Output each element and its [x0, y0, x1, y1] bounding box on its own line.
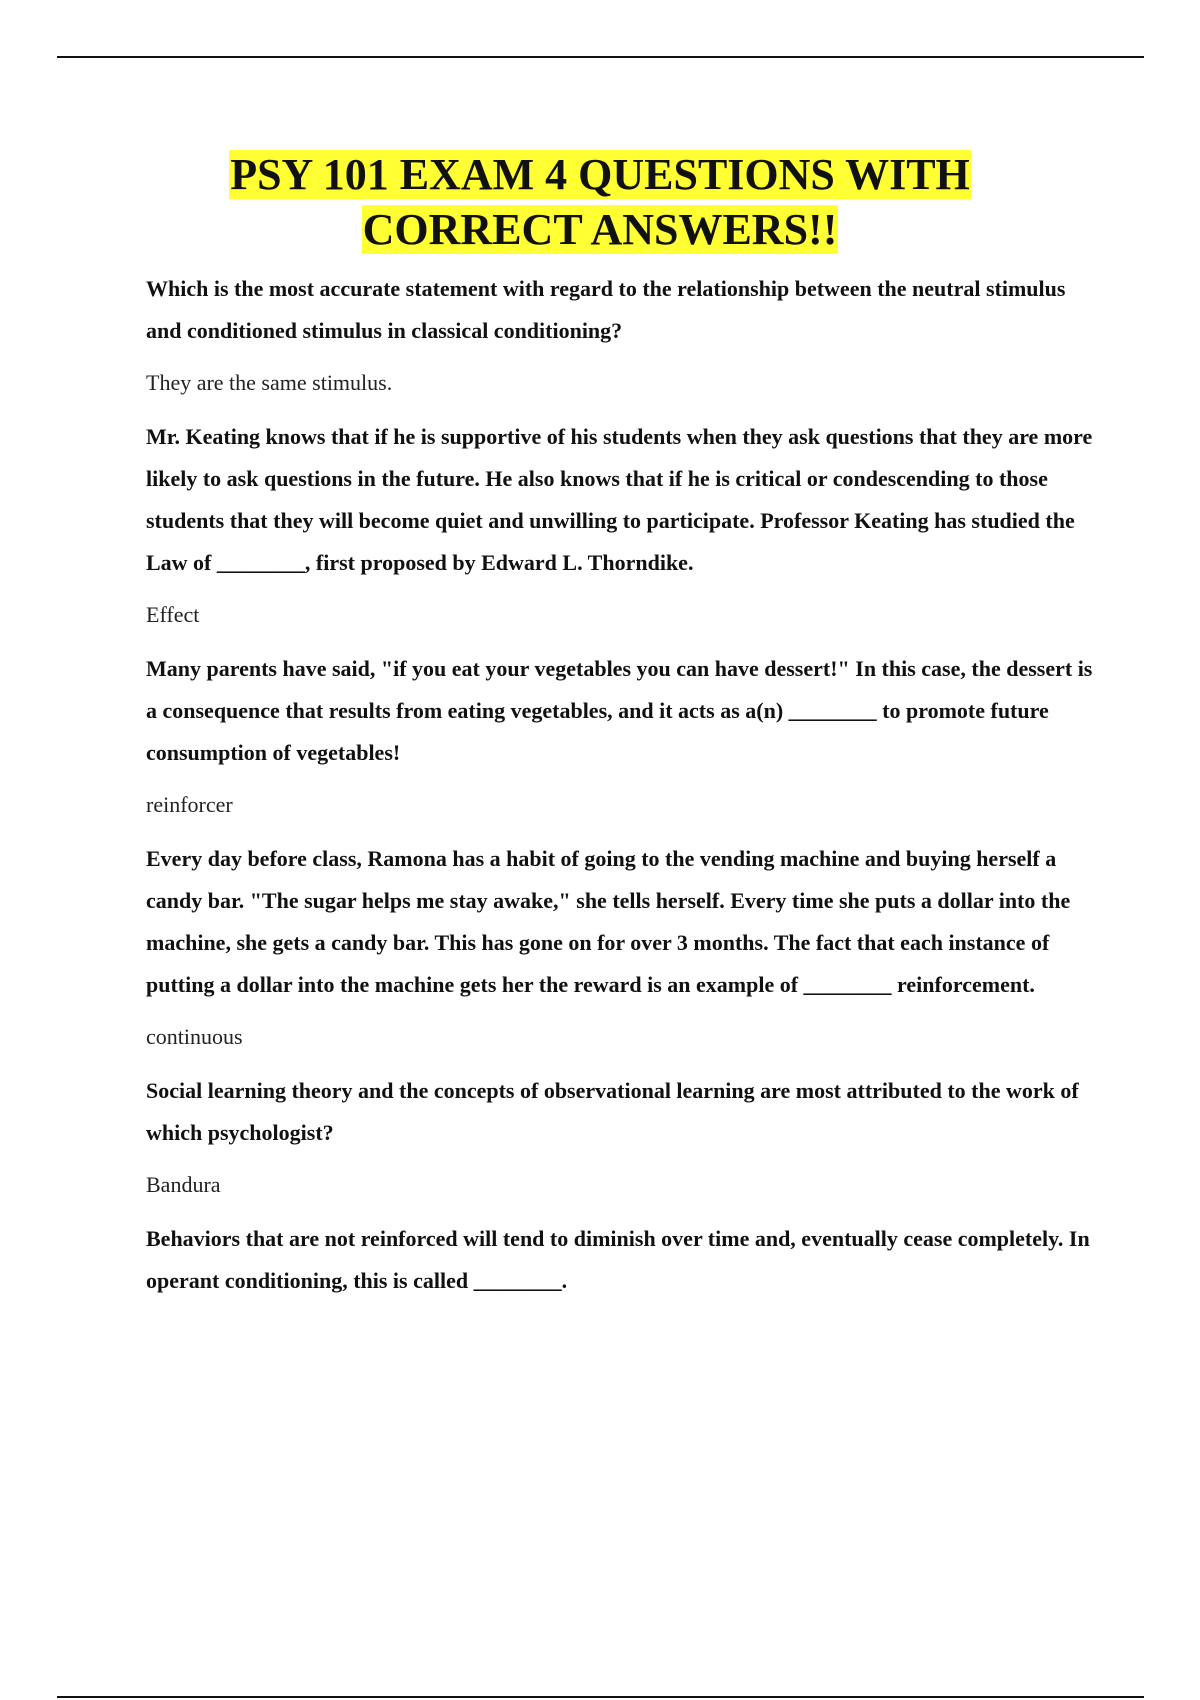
title-line-1: PSY 101 EXAM 4 QUESTIONS WITH	[230, 150, 970, 199]
title-line-2: CORRECT ANSWERS!!	[362, 205, 838, 254]
answer-text: They are the same stimulus.	[146, 370, 393, 395]
qa-list	[146, 268, 1096, 1312]
question-text: Many parents have said, "if you eat your vegetables you can have dessert!" In this case, the dessert is a consequence that results from eating vegetables, and it acts as a(n) ________ to promote future consumption of vegetables!	[146, 656, 1093, 765]
answer-text: continuous	[146, 1024, 243, 1049]
answer-text: Bandura	[146, 1172, 221, 1197]
answer-text: Effect	[146, 602, 200, 627]
question-text: Behaviors that are not reinforced will tend to diminish over time and, eventually cease completely. In operant conditioning, this is called ________.	[146, 1226, 1090, 1293]
document-title	[0, 147, 1200, 257]
question-text: Every day before class, Ramona has a habit of going to the vending machine and buying herself a candy bar. "The sugar helps me stay awake," she tells herself. Every time she puts a dollar into the machine, she gets a candy bar. This has gone on for over 3 months. The fact that each instance of putting a dollar into the machine gets her the reward is an example of ________ reinforcement.	[146, 846, 1071, 997]
top-rule	[57, 56, 1144, 58]
question-text: Social learning theory and the concepts of observational learning are most attributed to the work of which psychologist?	[146, 1078, 1079, 1145]
question-text: Mr. Keating knows that if he is supportive of his students when they ask questions that they are more likely to ask questions in the future. He also knows that if he is critical or condescending to those students that they will become quiet and unwilling to participate. Professor Keating has studied the Law of ________, first proposed by Edward L. Thorndike.	[146, 424, 1093, 575]
bottom-rule	[57, 1696, 1144, 1698]
answer-text: reinforcer	[146, 792, 233, 817]
question-text: Which is the most accurate statement with regard to the relationship between the neutral stimulus and conditioned stimulus in classical conditioning?	[146, 276, 1066, 343]
